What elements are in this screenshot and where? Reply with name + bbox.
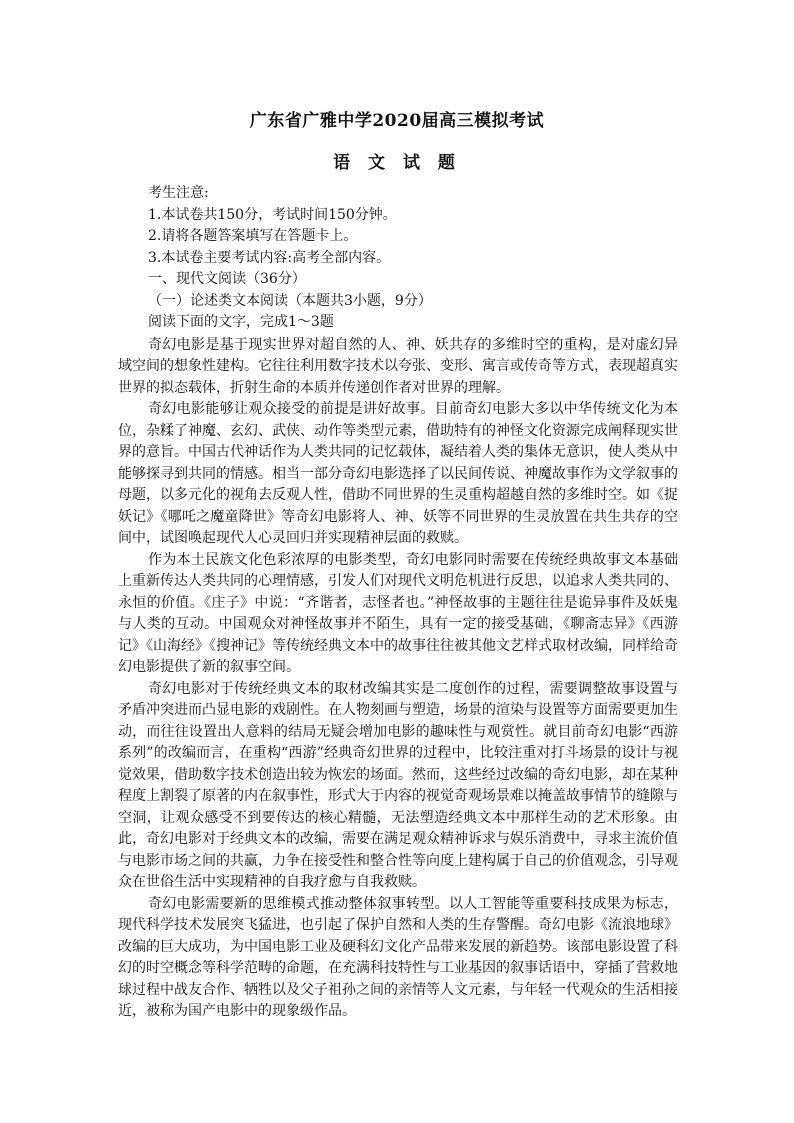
section-subtitle: （一）论述类文本阅读（本题共3小题，9分） [148, 292, 432, 309]
reading-instruction: 阅读下面的文字，完成1～3题 [148, 314, 334, 330]
notice-item-1: 1.本试卷共150分，考试时间150分钟。 [148, 206, 397, 223]
passage-paragraph-4: 奇幻电影对于传统经典文本的取材改编其实是二度创作的过程，需要调整故事设置与矛盾冲突进而凸显电影的戏剧性。在人物刻画与塑造，场景的渲染与设置等方面需要更加生动，而往往设置出人意料的结局无疑会增加电影的趣味性与观赏性。就目前奇幻电影“西游系列”的改编而言，在重构“西游”经典奇幻世界的过程中，比较注重对打斗场景的设计与视觉效果，借助数字技术创造出较为恢宏的场面。然而，这些经过改编的奇幻电影，却在某种程度上割裂了原著的内在叙事性，形式大于内容的视觉奇观场景难以掩盖故事情节的缝隙与空洞，让观众感受不到要传达的核心精髓，无法塑造经典文本中那样生动的艺术形象。由此，奇幻电影对于经典文本的改编，需要在满足观众精神诉求与娱乐消费中，寻求主流价值与电影市场之间的共赢，力争在接受性和整合性等向度上建构属于自己的价值观念，引导观众在世俗生活中实现精神的自我疗愈与自我救赎。 [118, 680, 678, 890]
notice-heading: 考生注意: [148, 185, 209, 201]
section-title: 一、现代文阅读（36分） [148, 271, 306, 287]
notice-item-3: 3.本试卷主要考试内容:高考全部内容。 [148, 249, 391, 266]
subject-title: 语 文 试 题 [333, 153, 461, 173]
exam-body [118, 183, 678, 1023]
passage-paragraph-5: 奇幻电影需要新的思维模式推动整体叙事转型。以人工智能等重要科技成果为标志，现代科学技术发展突飞猛进，也引起了保护自然和人类的生存警醒。奇幻电影《流浪地球》改编的巨大成功，为中国电影工业及硬科幻文化产品带来发展的新趋势。该部电影设置了科幻的时空概念等科学范畴的命题，在充满科技特性与工业基因的叙事话语中，穿插了营救地球过程中战友合作、牺牲以及父子祖孙之间的亲情等人文元素，与年轻一代观众的生活相接近，被称为国产电影中的现象级作品。 [118, 895, 678, 1019]
passage-paragraph-1: 奇幻电影是基于现实世界对超自然的人、神、妖共存的多维时空的重构，是对虚幻异域空间的想象性建构。它往往利用数字技术以夸张、变形、寓言或传奇等方式，表现超真实世界的拟态载体，折射生命的本质并传递创作者对世界的理解。 [118, 336, 678, 396]
reading-passage [118, 335, 678, 1023]
passage-paragraph-2: 奇幻电影能够让观众接受的前提是讲好故事。目前奇幻电影大多以中华传统文化为本位，杂糅了神魔、玄幻、武侠、动作等类型元素，借助特有的神怪文化资源完成阐释现实世界的意旨。中国古代神话作为人类共同的记忆载体，凝结着人类的集体无意识，使人类从中能够探寻到共同的情感。相当一部分奇幻电影选择了以民间传说、神魔故事作为文学叙事的母题，以多元化的视角去反观人性，借助不同世界的生灵重构超越自然的多维时空。如《捉妖记》《哪吒之魔童降世》等奇幻电影将人、神、妖等不同世界的生灵放置在共生共存的空间中，试图唤起现代人心灵回归并实现精神层面的救赎。 [118, 401, 678, 546]
passage-paragraph-3: 作为本土民族文化色彩浓厚的电影类型，奇幻电影同时需要在传统经典故事文本基础上重新传达人类共同的心理情感，引发人们对现代文明危机进行反思，以追求人类共同的、永恒的价值。《庄子》中说：“齐谐者，志怪者也。”神怪故事的主题往往是诡异事件及妖鬼与人类的互动。中国观众对神怪故事并不陌生，具有一定的接受基础，《聊斋志异》《西游记》《山海经》《搜神记》等传统经典文本中的故事往往被其他文艺样式取材改编，同样给奇幻电影提供了新的叙事空间。 [118, 551, 678, 675]
exam-title: 广东省广雅中学2020届高三模拟考试 [249, 111, 545, 131]
notice-item-2: 2.请将各题答案填写在答题卡上。 [148, 228, 358, 244]
